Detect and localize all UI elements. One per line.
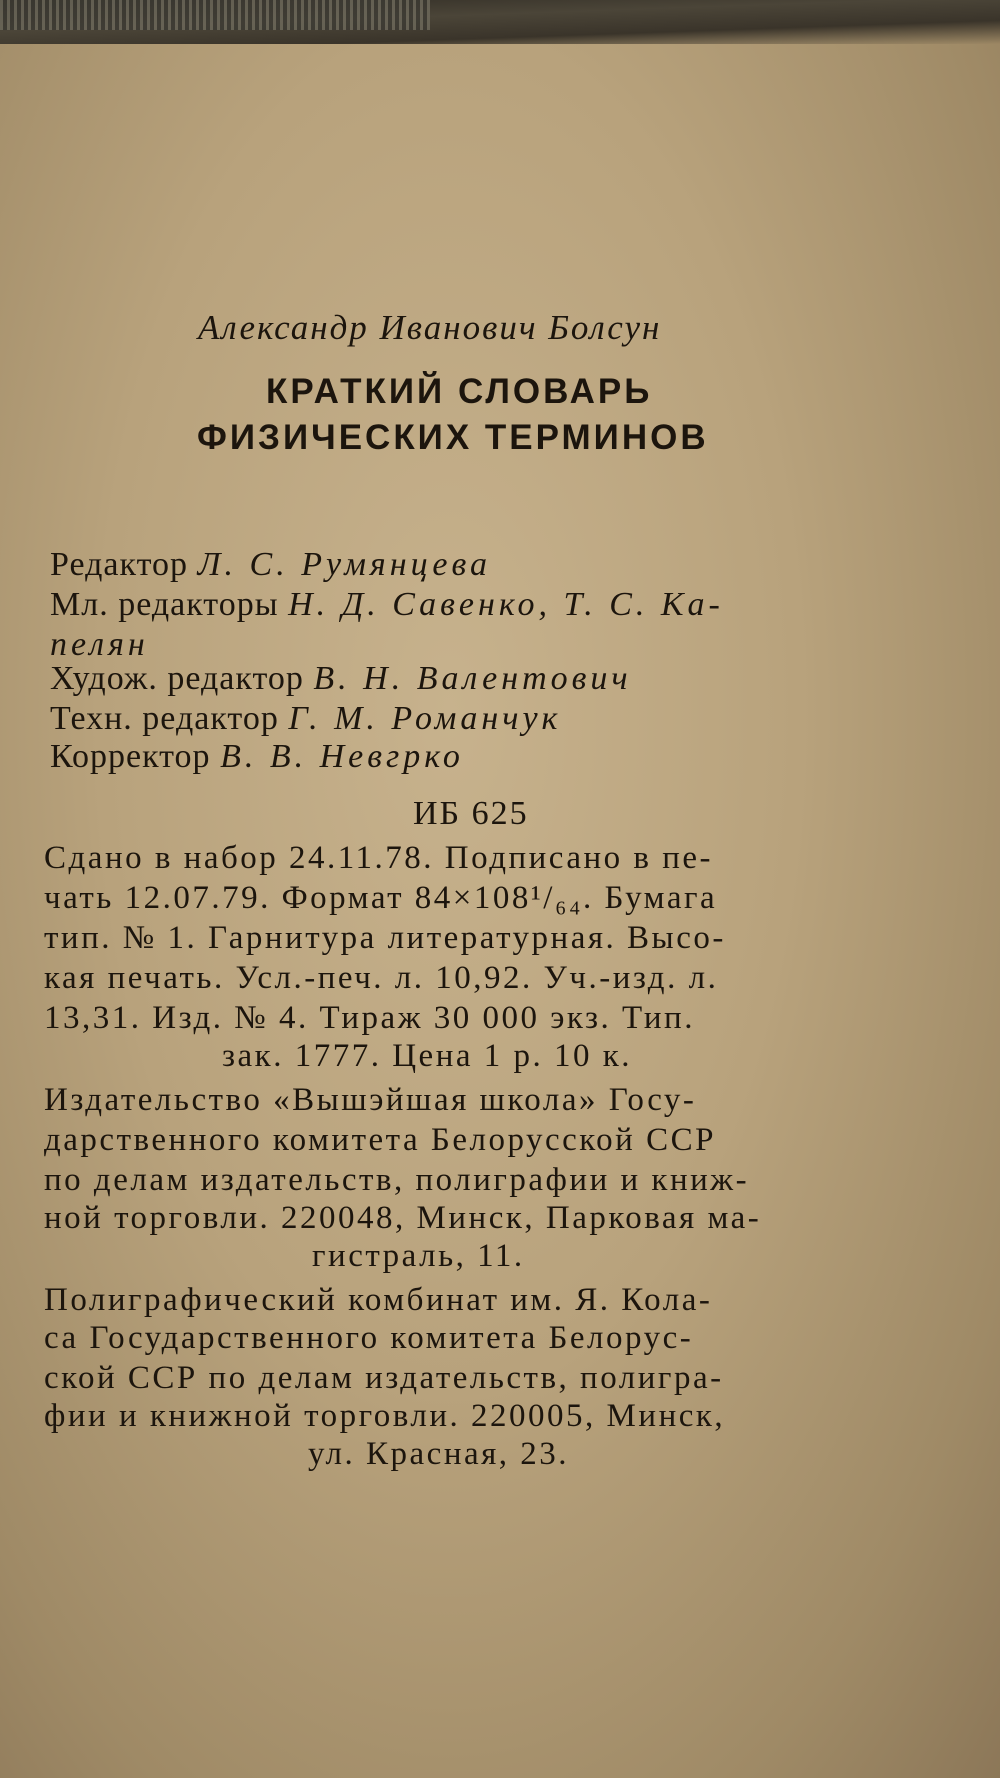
ib-number: ИБ 625 bbox=[413, 795, 529, 832]
publisher-line: Издательство «Вышэйшая школа» Госу- bbox=[44, 1082, 697, 1118]
credit-person: Г. М. Романчук bbox=[288, 700, 562, 737]
publisher-line: по делам издательств, полиграфии и книж- bbox=[44, 1162, 750, 1198]
imprint-line: тип. № 1. Гарнитура литературная. Высо- bbox=[44, 920, 726, 956]
credit-person-cont: пелян bbox=[50, 626, 149, 663]
binding-fabric-pattern bbox=[0, 0, 430, 30]
printer-line: ул. Красная, 23. bbox=[308, 1436, 570, 1472]
imprint-line: кая печать. Усл.-печ. л. 10,92. Уч.-изд. л. bbox=[44, 960, 719, 996]
credit-person: Н. Д. Савенко, Т. С. Ка- bbox=[288, 586, 724, 623]
credit-junior-editors bbox=[50, 586, 1000, 624]
credit-role: Худож. редактор bbox=[50, 660, 304, 697]
credit-role: Техн. редактор bbox=[50, 700, 279, 737]
printer-line: Полиграфический комбинат им. Я. Кола- bbox=[44, 1282, 713, 1318]
book-binding-edge bbox=[0, 0, 1000, 44]
book-title-line-2: ФИЗИЧЕСКИХ ТЕРМИНОВ bbox=[197, 418, 709, 457]
credit-role: Мл. редакторы bbox=[50, 586, 279, 623]
publisher-line: ной торговли. 220048, Минск, Парковая ма- bbox=[44, 1200, 762, 1236]
credit-person: Л. С. Румянцева bbox=[197, 546, 492, 583]
credit-junior-editors-cont bbox=[50, 626, 1000, 664]
imprint-line: Сдано в набор 24.11.78. Подписано в пе- bbox=[44, 840, 714, 876]
credit-role: Редактор bbox=[50, 546, 188, 583]
author-name: Александр Иванович Болсун bbox=[198, 308, 662, 347]
book-title-line-1: КРАТКИЙ СЛОВАРЬ bbox=[266, 372, 653, 411]
printer-line: са Государственного комитета Белорус- bbox=[44, 1320, 694, 1356]
credit-role: Корректор bbox=[50, 738, 211, 775]
credit-editor bbox=[50, 546, 1000, 584]
printer-line: фии и книжной торговли. 220005, Минск, bbox=[44, 1398, 726, 1434]
credit-art-editor bbox=[50, 660, 1000, 698]
publisher-line: дарственного комитета Белорусской ССР bbox=[44, 1122, 716, 1158]
imprint-line: чать 12.07.79. Формат 84×108¹/₆₄. Бумага bbox=[44, 880, 718, 916]
credit-tech-editor bbox=[50, 700, 1000, 738]
imprint-line: зак. 1777. Цена 1 р. 10 к. bbox=[222, 1038, 633, 1074]
credit-person: В. Н. Валентович bbox=[313, 660, 632, 697]
publisher-line: гистраль, 11. bbox=[312, 1238, 525, 1274]
credit-person: В. В. Невгрко bbox=[220, 738, 464, 775]
imprint-line: 13,31. Изд. № 4. Тираж 30 000 экз. Тип. bbox=[44, 1000, 695, 1036]
printer-line: ской ССР по делам издательств, полигра- bbox=[44, 1360, 724, 1396]
credit-proofreader bbox=[50, 738, 1000, 776]
